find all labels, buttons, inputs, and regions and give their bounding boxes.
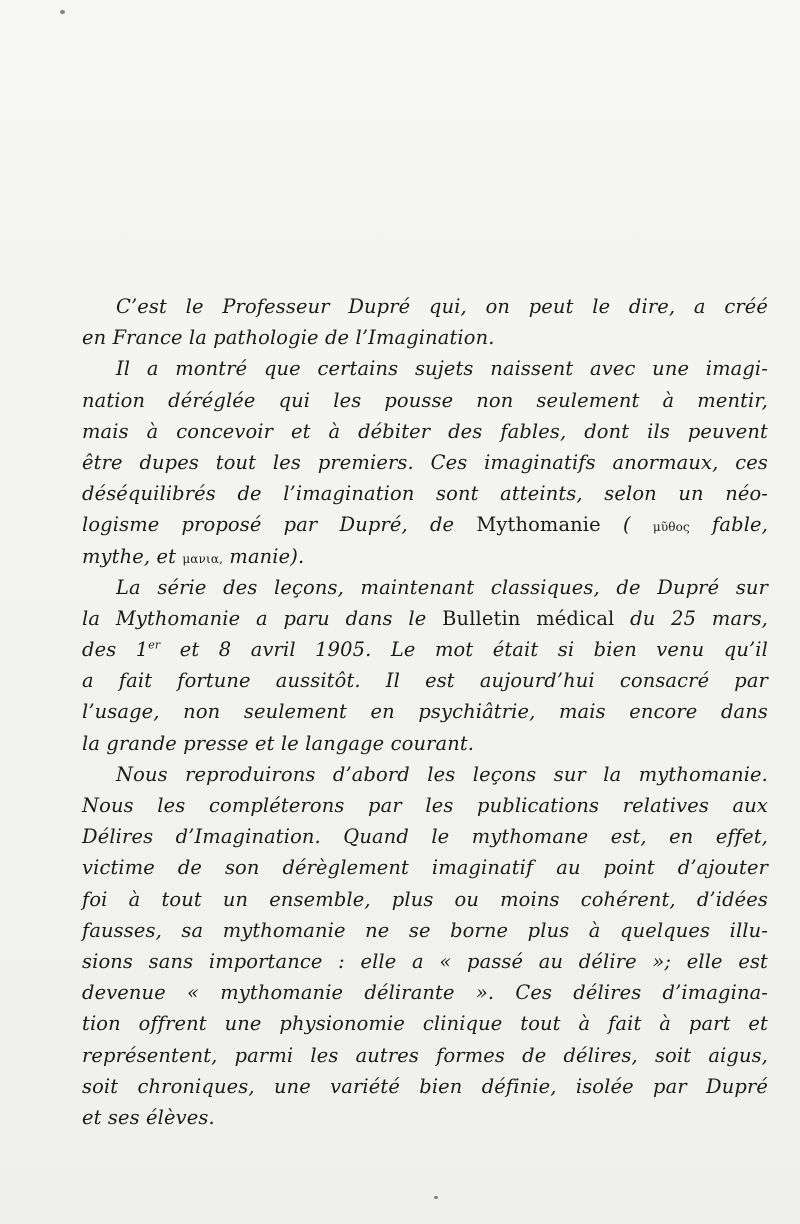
text-line: déséquilibrés de l’imagination sont atteints, selon un néo- [82,482,768,506]
text-line: Délires d’Imagination. Quand le mythomane est, en effet, [82,825,768,849]
text-line: en France la pathologie de l’Imagination. [82,326,495,350]
text-line: la grande presse et le langage courant. [82,731,475,755]
text-line: tion offrent une physionomie clinique tout à fait à part et [82,1012,768,1036]
text-span: manie). [223,544,305,568]
ink-speck [434,1196,438,1199]
text-span: logisme proposé par Dupré, de [82,513,477,537]
text-line: fausses, sa mythomanie ne se borne plus à quelques illu- [82,918,768,942]
text-line: nation déréglée qui les pousse non seulement à mentir, [82,388,768,412]
body-text [82,291,768,1133]
ordinal-superscript: er [148,638,161,652]
text-line: a fait fortune aussitôt. Il est aujourd’hui consacré par [82,669,768,693]
text-line: être dupes tout les premiers. Ces imaginatifs anormaux, ces [82,450,768,474]
text-span: et 8 avril 1905. Le mot était si bien venu qu’il [160,638,768,662]
text-line: C’est le Professeur Dupré qui, on peut le dire, a créé [116,295,768,318]
text-line: Il a montré que certains sujets naissent avec une imagi- [116,357,768,381]
text-line: mais à concevoir et à débiter des fables, dont ils peuvent [82,419,768,443]
greek-word: μανια, [182,551,224,566]
text-line [82,509,768,540]
text-line: devenue « mythomanie délirante ». Ces délires d’imagina- [82,981,768,1005]
greek-word: μῦθος [652,520,690,535]
journal-title: Bulletin médical [442,606,615,630]
text-line [82,603,768,634]
text-line: sions sans importance : elle a « passé au délire »; elle est [82,949,768,973]
text-line: et ses élèves. [82,1105,215,1129]
text-line: Nous reproduirons d’abord les leçons sur la mythomanie. [116,762,768,786]
text-line: Nous les compléterons par les publications relatives aux [82,794,768,817]
text-line: victime de son dérèglement imaginatif au point d’ajouter [82,856,768,880]
text-span: du 25 mars, [614,606,768,630]
text-line: l’usage, non seulement en psychiâtrie, mais encore dans [82,700,768,724]
ink-speck [60,10,65,14]
text-span: la Mythomanie a paru dans le [82,606,443,630]
text-line: représentent, parmi les autres formes de délires, soit aigus, [82,1043,768,1067]
text-span: mythe, et [82,544,183,568]
text-line: La série des leçons, maintenant classiques, de Dupré sur [116,575,768,599]
text-line [82,634,768,665]
text-span: des 1 [82,638,149,662]
text-line: foi à tout un ensemble, plus ou moins cohérent, d’idées [82,887,768,911]
text-line [82,541,768,572]
mythomanie-term: Mythomanie [476,513,601,537]
text-span: fable, [689,513,768,537]
text-span: ( [600,513,653,537]
text-line: soit chroniques, une variété bien définie, isolée par Dupré [82,1074,768,1098]
